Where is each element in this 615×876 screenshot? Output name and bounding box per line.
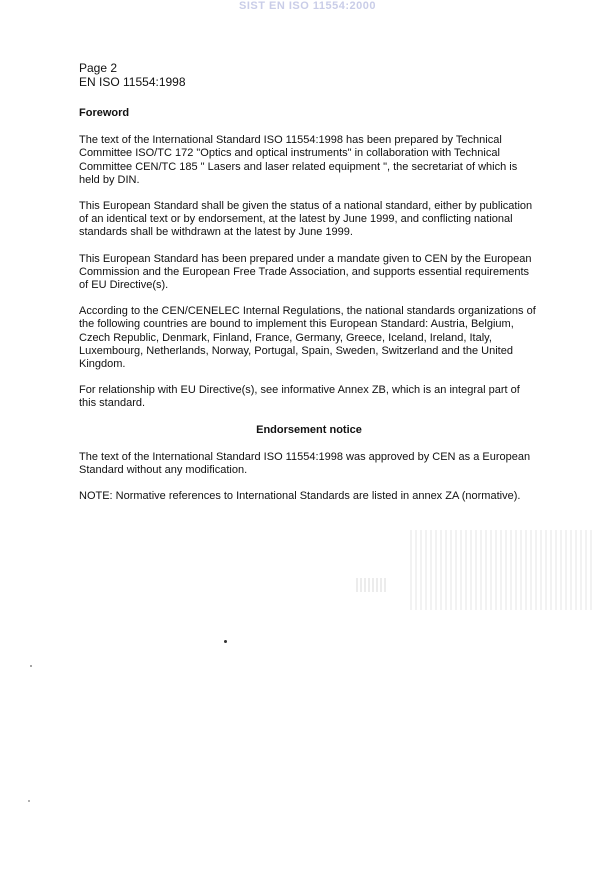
foreword-paragraph-3: This European Standard has been prepared under a mandate given to CEN by the European Commission and the European Free Trade Association, and supports essential requirements of EU Directive(s). bbox=[79, 252, 532, 292]
scan-speck bbox=[28, 800, 30, 802]
foreword-paragraph-2: This European Standard shall be given the status of a national standard, either by publication of an identical text or by endorsement, at the latest by June 1999, and conflicting national standards shall be withdrawn at the latest by June 1999. bbox=[79, 200, 533, 239]
endorsement-paragraph-1: The text of the International Standard ISO 11554:1998 was approved by CEN as a European Standard without any modification. bbox=[79, 450, 531, 477]
scan-speck bbox=[30, 665, 32, 667]
scan-noise-block bbox=[410, 530, 595, 610]
foreword-paragraph-5: For relationship with EU Directive(s), see informative Annex ZB, which is an integral part of this standard. bbox=[79, 384, 520, 410]
scan-noise-mark bbox=[356, 578, 388, 592]
document-page bbox=[79, 61, 539, 516]
endorsement-note: NOTE: Normative references to International Standards are listed in annex ZA (normative). bbox=[79, 490, 521, 503]
watermark: SIST EN ISO 11554:2000 bbox=[239, 0, 376, 12]
foreword-heading: Foreword bbox=[79, 107, 130, 119]
endorsement-heading: Endorsement notice bbox=[256, 423, 362, 436]
document-id: EN ISO 11554:1998 bbox=[79, 75, 186, 89]
foreword-paragraph-1: The text of the International Standard ISO 11554:1998 has been prepared by Technical Committee ISO/TC 172 "Optics and optical instruments" in collaboration with Technical Committee CEN/TC 185 " Lasers and laser related equipment ", the secretariat of which is held by DIN. bbox=[79, 134, 518, 186]
scan-speck bbox=[224, 640, 227, 643]
page-label: Page 2 bbox=[79, 61, 118, 75]
foreword-paragraph-4: According to the CEN/CENELEC Internal Regulations, the national standards organizations of the following countries are bound to implement this European Standard: Austria, Belgium, Czech Republic, Denmark, Finland, France, Germany, Greece, Iceland, Ireland, Italy, Luxembourg, Netherlands, Norway, Portugal, Spain, Sweden, Switzerland and the United Kingdom. bbox=[79, 305, 536, 371]
